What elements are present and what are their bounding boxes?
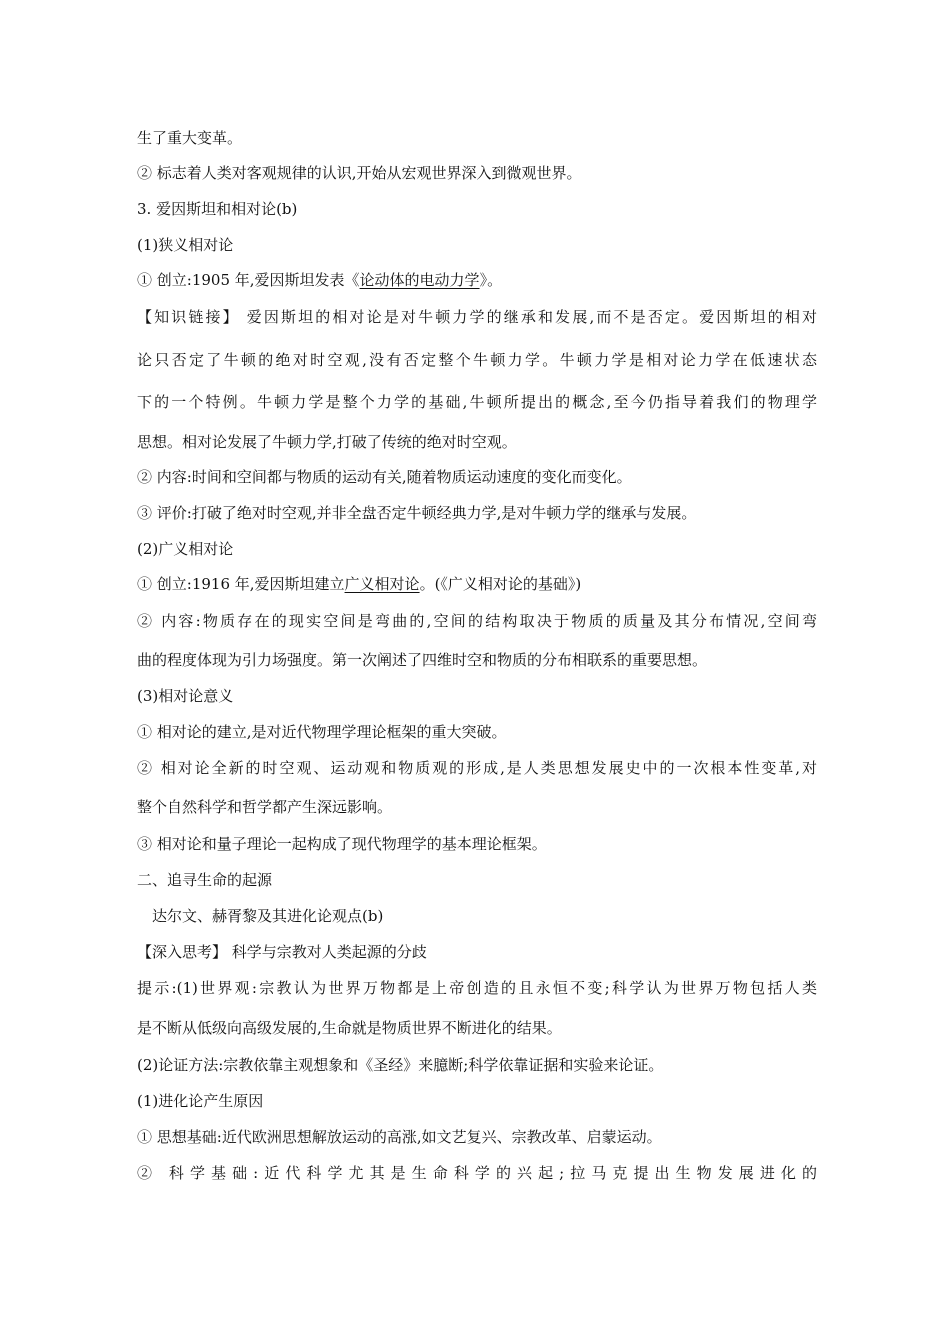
underlined-title: 论动体的电动力学	[359, 271, 480, 289]
text-line: ② 标志着人类对客观规律的认识,开始从宏观世界深入到微观世界。	[137, 164, 582, 182]
text-line: ① 思想基础:近代欧洲思想解放运动的高涨,如文艺复兴、宗教改革、启蒙运动。	[137, 1128, 662, 1146]
text-line	[137, 270, 817, 290]
text-line: ② 内容:时间和空间都与物质的运动有关,随着物质运动速度的变化而变化。	[137, 468, 632, 486]
text-line: 下的一个特例。牛顿力学是整个力学的基础,牛顿所提出的概念,至今仍指导着我们的物理学	[137, 393, 817, 411]
text-line: 曲的程度体现为引力场强度。第一次阐述了四维时空和物质的分布相联系的重要思想。	[137, 651, 708, 669]
text-segment: ① 创立:1905 年,爱因斯坦发表《	[137, 271, 360, 289]
text-line: (2)论证方法:宗教依靠主观想象和《圣经》来臆断;科学依靠证据和实验来论证。	[137, 1056, 664, 1074]
text-line: 整个自然科学和哲学都产生深远影响。	[137, 798, 393, 816]
text-line: 论只否定了牛顿的绝对时空观,没有否定整个牛顿力学。牛顿力学是相对论力学在低速状态	[137, 351, 817, 369]
section-heading: 二、追寻生命的起源	[137, 871, 273, 889]
subsection-heading: (2)广义相对论	[137, 540, 234, 558]
text-line	[137, 574, 817, 594]
text-line: ② 相对论全新的时空观、运动观和物质观的形成,是人类思想发展史中的一次根本性变革,对	[137, 759, 817, 777]
text-line: 提示:(1)世界观:宗教认为世界万物都是上帝创造的且永恒不变;科学认为世界万物包括人类	[137, 979, 817, 997]
deep-thinking-heading: 【深入思考】 科学与宗教对人类起源的分歧	[137, 943, 427, 961]
section-heading: 3. 爱因斯坦和相对论(b)	[137, 200, 298, 218]
text-line: 生了重大变革。	[137, 129, 243, 147]
text-segment: 》。	[479, 271, 503, 289]
subsection-heading: (3)相对论意义	[137, 687, 234, 705]
subsection-heading: (1)狭义相对论	[137, 236, 234, 254]
text-line: ② 科学基础:近代科学尤其是生命科学的兴起;拉马克提出生物发展进化的	[137, 1164, 817, 1182]
text-line: ③ 相对论和量子理论一起构成了现代物理学的基本理论框架。	[137, 835, 547, 853]
text-line: ② 内容:物质存在的现实空间是弯曲的,空间的结构取决于物质的质量及其分布情况,空间弯	[137, 612, 817, 630]
text-line: ③ 评价:打破了绝对时空观,并非全盘否定牛顿经典力学,是对牛顿力学的继承与发展。	[137, 504, 697, 522]
text-segment: 。(《广义相对论的基础》)	[419, 575, 582, 593]
subsection-heading: 达尔文、赫胥黎及其进化论观点(b)	[152, 907, 384, 925]
text-line: ① 相对论的建立,是对近代物理学理论框架的重大突破。	[137, 723, 507, 741]
text-segment: ① 创立:1916 年,爱因斯坦建立	[137, 575, 345, 593]
subsection-heading: (1)进化论产生原因	[137, 1092, 264, 1110]
text-line: 是不断从低级向高级发展的,生命就是物质世界不断进化的结果。	[137, 1019, 562, 1037]
knowledge-link-paragraph: 【知识链接】 爱因斯坦的相对论是对牛顿力学的继承和发展,而不是否定。爱因斯坦的相对	[137, 308, 817, 326]
underlined-term: 广义相对论	[344, 575, 420, 593]
text-line: 思想。相对论发展了牛顿力学,打破了传统的绝对时空观。	[137, 433, 517, 451]
